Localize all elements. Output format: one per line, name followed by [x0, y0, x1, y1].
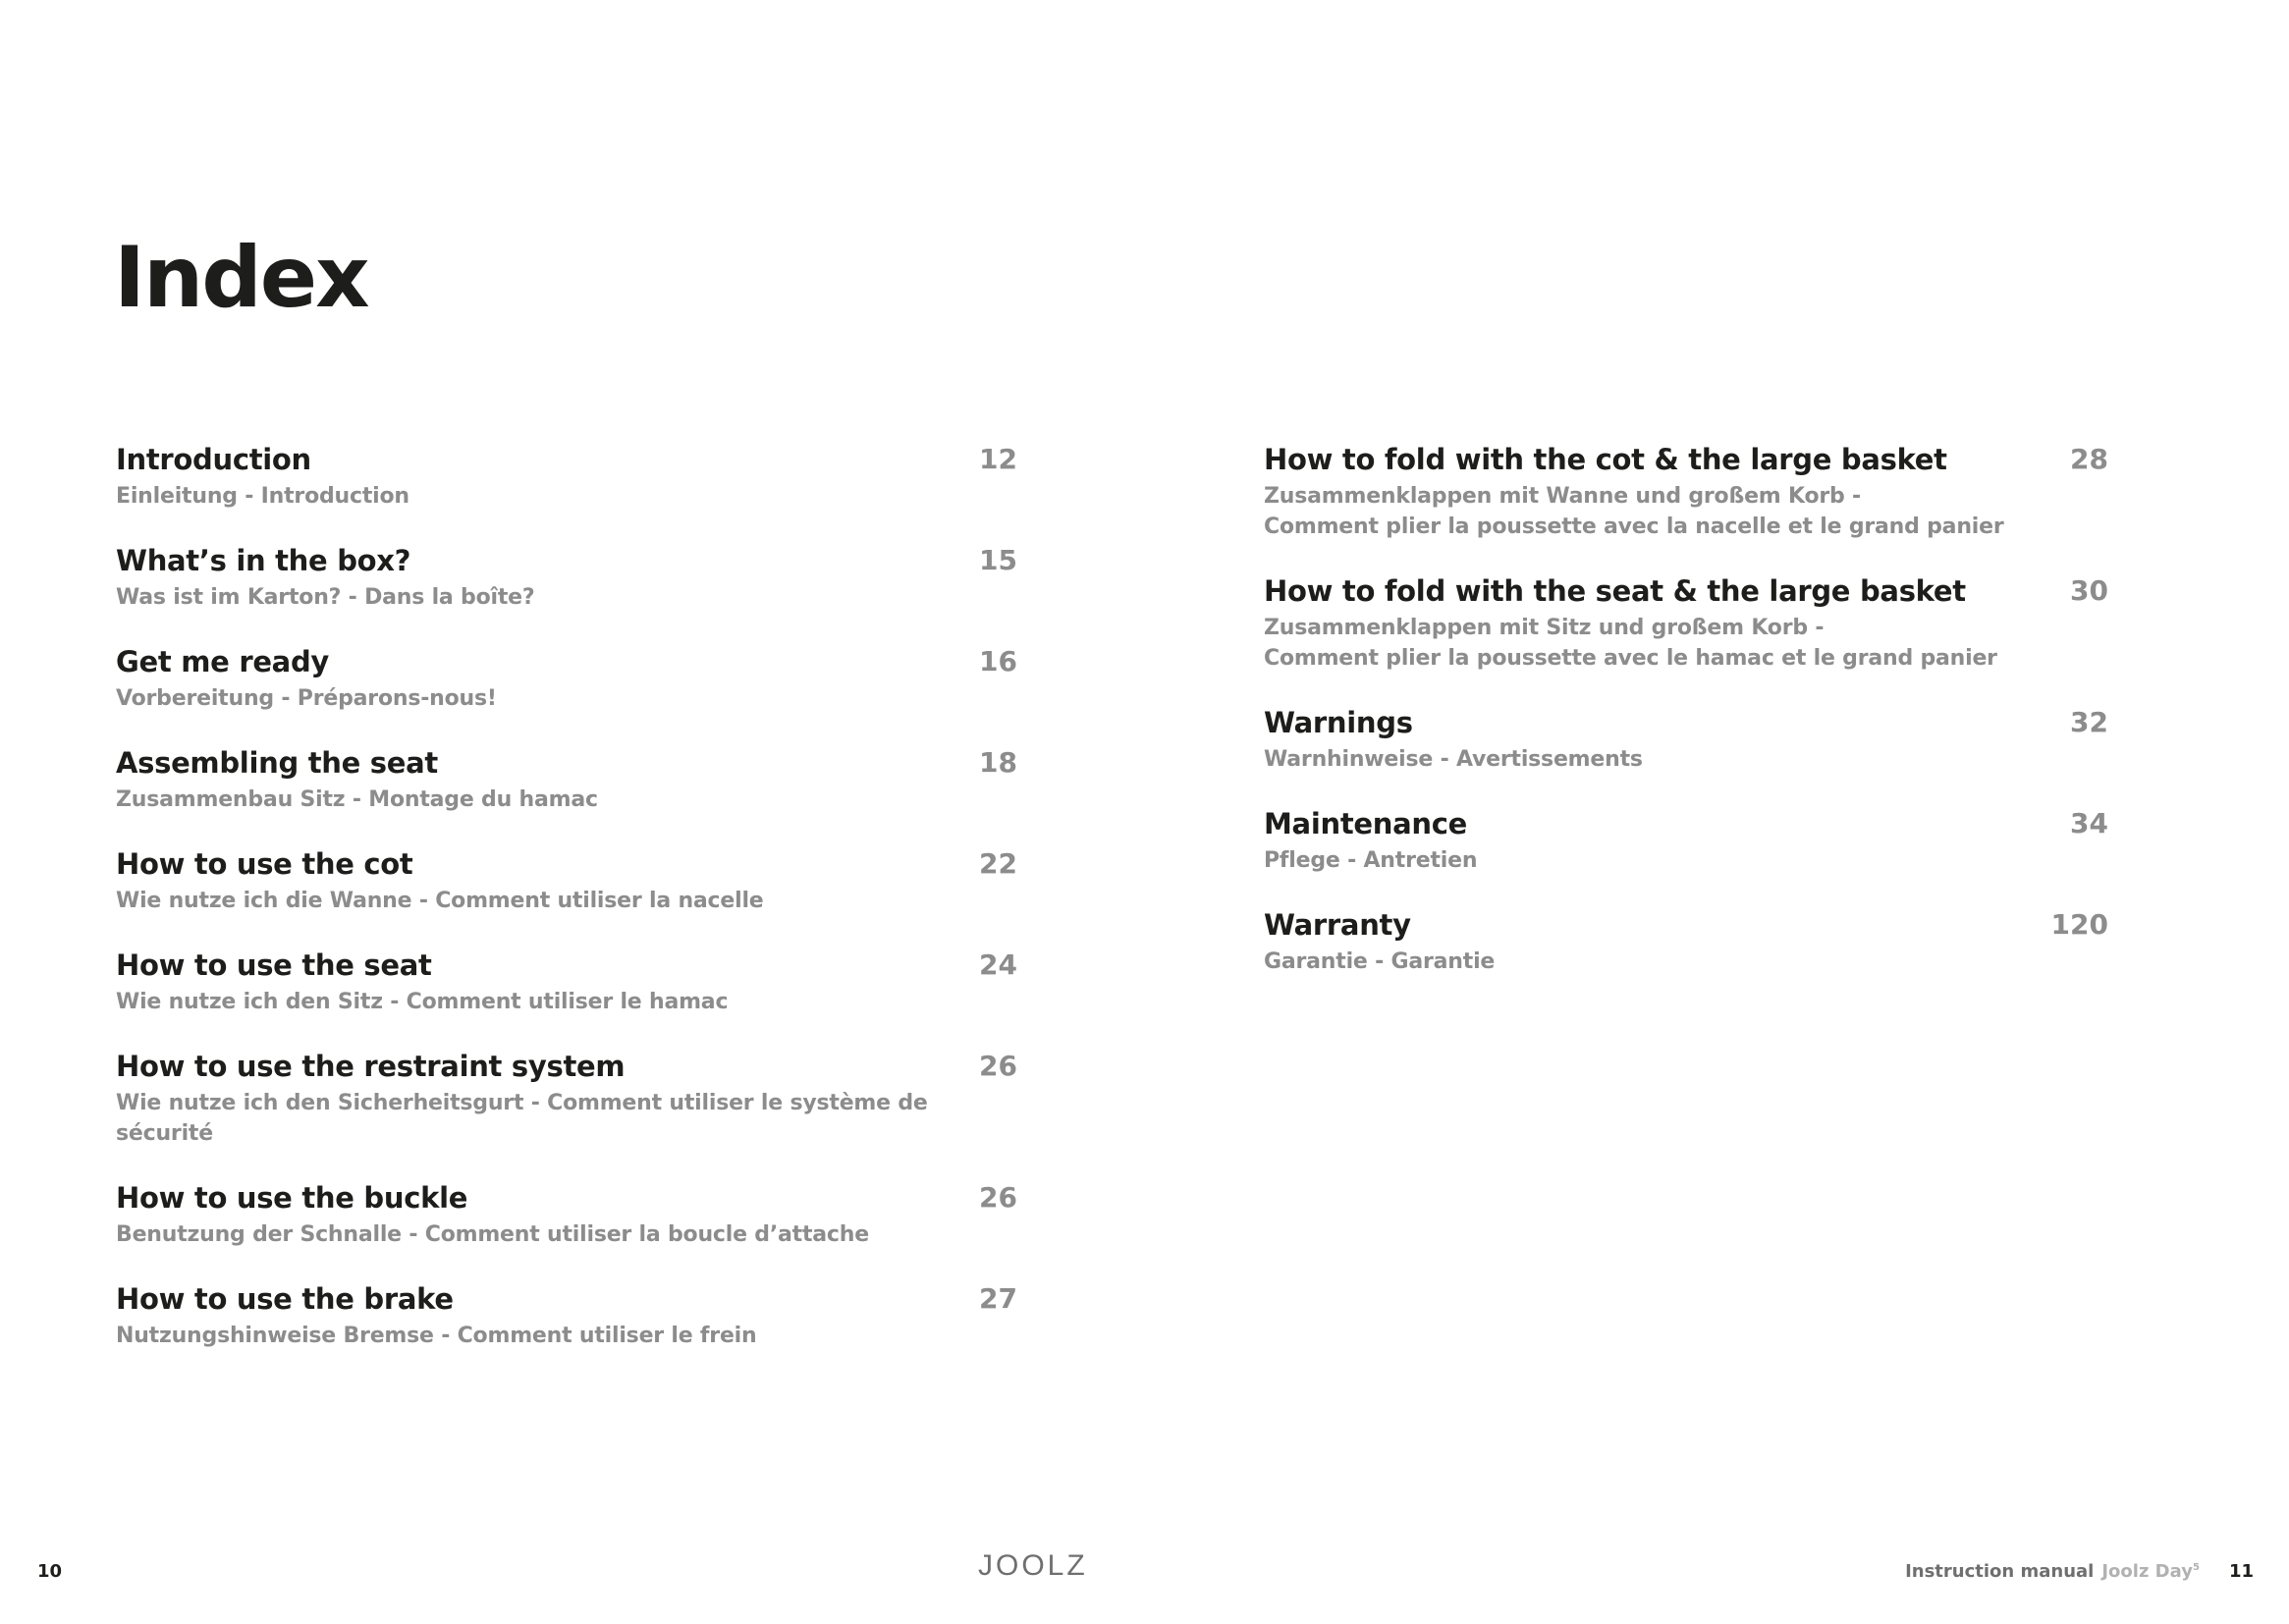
manual-label: Instruction manual: [1905, 1561, 2095, 1582]
entry-subtitle: Benutzung der Schnalle - Comment utiliser la boucle d’attache: [116, 1222, 869, 1247]
entry-title: How to fold with the cot & the large basket: [1264, 443, 1947, 476]
index-entry[interactable]: [116, 1045, 1017, 1149]
index-entry[interactable]: [116, 1277, 1017, 1351]
index-column-left: [116, 438, 1017, 1379]
entry-title: Get me ready: [116, 645, 330, 678]
page-number-left: 10: [37, 1561, 63, 1582]
product-superscript: 5: [2192, 1562, 2200, 1573]
entry-subtitle: Pflege - Antretien: [1264, 848, 1478, 873]
entry-page-number: 22: [979, 847, 1017, 880]
entry-subtitle: Zusammenklappen mit Wanne und großem Korb - Comment plier la poussette avec la nacelle et le grand panier: [1264, 484, 2004, 539]
index-entry[interactable]: [1264, 569, 2108, 674]
index-entry[interactable]: [116, 1176, 1017, 1250]
entry-subtitle: Wie nutze ich den Sitz - Comment utiliser le hamac: [116, 990, 729, 1014]
index-entry[interactable]: [1264, 903, 2108, 977]
index-entry[interactable]: [116, 842, 1017, 916]
index-entry[interactable]: [1264, 438, 2108, 542]
entry-subtitle: Nutzungshinweise Bremse - Comment utiliser le frein: [116, 1324, 757, 1348]
entry-title: How to use the restraint system: [116, 1050, 626, 1083]
index-entry[interactable]: [116, 539, 1017, 613]
entry-subtitle: Garantie - Garantie: [1264, 949, 1496, 974]
entry-subtitle: Zusammenbau Sitz - Montage du hamac: [116, 787, 598, 812]
page-title: Index: [114, 229, 368, 327]
entry-page-number: 18: [979, 746, 1017, 779]
index-entry[interactable]: [116, 741, 1017, 815]
joolz-logo: JOOLZ: [978, 1549, 1088, 1582]
entry-subtitle: Vorbereitung - Préparons-nous!: [116, 686, 497, 711]
entry-page-number: 15: [979, 544, 1017, 576]
index-entry[interactable]: [116, 944, 1017, 1017]
index-entry[interactable]: [116, 438, 1017, 512]
index-entry[interactable]: [1264, 701, 2108, 775]
product-label: Joolz Day: [2101, 1561, 2193, 1582]
entry-page-number: 30: [2070, 574, 2108, 607]
entry-title: How to fold with the seat & the large basket: [1264, 574, 1966, 608]
entry-page-number: 28: [2070, 443, 2108, 475]
entry-title: How to use the buckle: [116, 1181, 468, 1215]
index-entry[interactable]: [116, 640, 1017, 714]
entry-subtitle: Einleitung - Introduction: [116, 484, 409, 509]
entry-page-number: 32: [2070, 706, 2108, 738]
entry-page-number: 24: [979, 948, 1017, 981]
entry-page-number: 16: [979, 645, 1017, 677]
entry-subtitle: Wie nutze ich die Wanne - Comment utiliser la nacelle: [116, 889, 764, 913]
entry-title: How to use the seat: [116, 948, 432, 982]
entry-page-number: 26: [979, 1050, 1017, 1082]
product-name: [2101, 1561, 2200, 1582]
entry-page-number: 12: [979, 443, 1017, 475]
footer-right: [1905, 1561, 2254, 1582]
entry-page-number: 120: [2050, 908, 2108, 941]
entry-page-number: 34: [2070, 807, 2108, 839]
entry-title: How to use the cot: [116, 847, 413, 881]
entry-subtitle: Zusammenklappen mit Sitz und großem Korb - Comment plier la poussette avec le hamac et le grand panier: [1264, 616, 1997, 671]
entry-subtitle: Warnhinweise - Avertissements: [1264, 747, 1643, 772]
entry-title: Warnings: [1264, 706, 1413, 739]
entry-title: What’s in the box?: [116, 544, 411, 577]
index-column-right: [1264, 438, 2108, 1004]
entry-subtitle: Was ist im Karton? - Dans la boîte?: [116, 585, 535, 610]
entry-title: Warranty: [1264, 908, 1411, 942]
entry-page-number: 26: [979, 1181, 1017, 1214]
page-number-right: 11: [2228, 1561, 2254, 1582]
entry-title: Assembling the seat: [116, 746, 438, 780]
entry-subtitle: Wie nutze ich den Sicherheitsgurt - Comment utiliser le système de sécurité: [116, 1091, 928, 1146]
entry-title: Maintenance: [1264, 807, 1467, 840]
entry-title: Introduction: [116, 443, 311, 476]
entry-title: How to use the brake: [116, 1282, 454, 1316]
entry-page-number: 27: [979, 1282, 1017, 1315]
index-entry[interactable]: [1264, 802, 2108, 876]
